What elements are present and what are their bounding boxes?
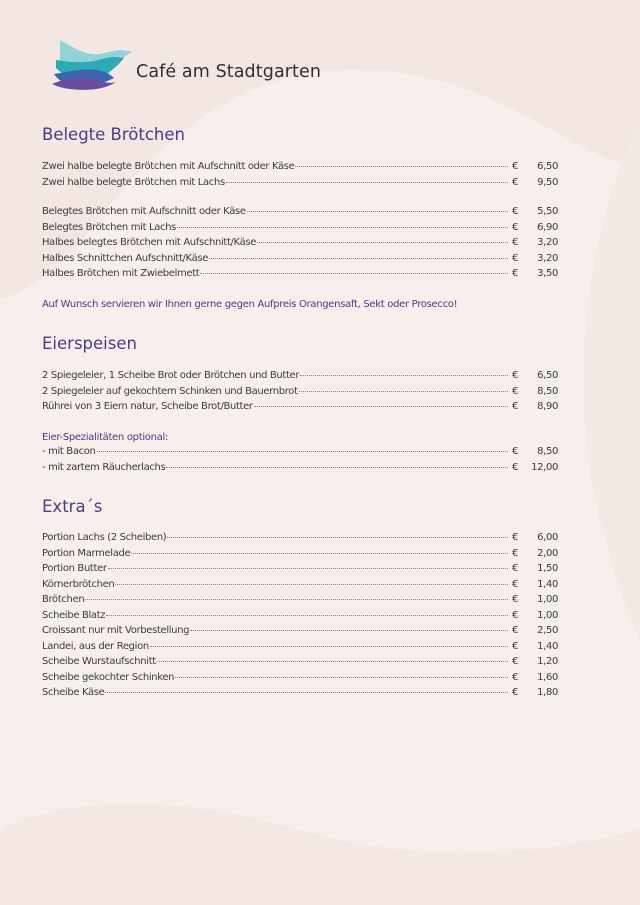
currency-symbol: € (512, 206, 519, 217)
broetchen-list-1 (42, 161, 558, 192)
currency-symbol: € (512, 671, 519, 683)
leader-dots (167, 537, 508, 538)
leader-dots (157, 661, 508, 662)
broetchen-list-2 (42, 206, 558, 284)
currency-symbol: € (512, 578, 519, 590)
currency-symbol: € (512, 252, 519, 264)
menu-item (42, 563, 558, 579)
menu-item-name: Belegtes Brötchen mit Lachs (42, 221, 176, 233)
eier-list (42, 370, 558, 417)
menu-item-name: Halbes belegtes Brötchen mit Aufschnitt/Käse (42, 237, 257, 248)
menu-item-price: 8,90 (537, 401, 558, 412)
leader-dots (200, 273, 508, 274)
menu-item-name: Scheibe Wurstaufschnitt (42, 656, 156, 667)
menu-item-price: 1,80 (537, 687, 558, 698)
leader-dots (295, 166, 508, 167)
leader-dots (177, 227, 508, 228)
menu-item (42, 532, 558, 548)
currency-symbol: € (512, 385, 519, 397)
menu-item-price: 8,50 (537, 446, 558, 457)
currency-symbol: € (512, 547, 519, 559)
leader-dots (254, 406, 508, 407)
brand-name: Café am Stadtgarten (136, 62, 322, 82)
section-title-broetchen: Belegte Brötchen (42, 125, 185, 144)
menu-item (42, 177, 558, 193)
menu-item (42, 462, 558, 478)
currency-symbol: € (512, 401, 519, 412)
leader-dots (300, 375, 508, 376)
menu-item-price: 3,20 (537, 252, 558, 264)
section-title-extras: Extra´s (42, 497, 103, 516)
leader-dots (226, 182, 508, 183)
leader-dots (190, 630, 508, 631)
menu-item-price: 2,50 (537, 625, 558, 636)
menu-item-price: 3,50 (537, 268, 558, 279)
menu-item-name: Brötchen (42, 594, 85, 605)
leader-dots (257, 242, 508, 243)
menu-item-price: 6,00 (537, 532, 558, 543)
menu-item-name: Landei, aus der Region (42, 640, 149, 652)
menu-item-price: 6,50 (537, 161, 558, 172)
menu-item (42, 161, 558, 177)
menu-item (42, 268, 558, 284)
menu-item-price: 8,50 (537, 385, 558, 397)
leader-dots (115, 584, 508, 585)
currency-symbol: € (512, 563, 519, 574)
menu-item (42, 206, 558, 222)
menu-item (42, 386, 558, 402)
currency-symbol: € (512, 609, 519, 621)
menu-item (42, 579, 558, 595)
menu-item (42, 625, 558, 641)
eier-specials-list (42, 446, 558, 477)
menu-item-price: 3,20 (537, 237, 558, 248)
currency-symbol: € (512, 461, 519, 473)
leader-dots (85, 599, 508, 600)
leader-dots (175, 677, 508, 678)
menu-item-name: Scheibe gekochter Schinken (42, 671, 175, 683)
menu-item (42, 594, 558, 610)
leader-dots (97, 451, 509, 452)
menu-item (42, 253, 558, 269)
menu-item-name: - mit Bacon (42, 446, 96, 457)
menu-item-price: 2,00 (537, 547, 558, 559)
currency-symbol: € (512, 370, 519, 381)
menu-item-price: 6,90 (537, 221, 558, 233)
menu-item-price: 9,50 (537, 176, 558, 188)
menu-item-price: 1,40 (537, 578, 558, 590)
currency-symbol: € (512, 268, 519, 279)
leader-dots (150, 646, 508, 647)
currency-symbol: € (512, 532, 519, 543)
menu-item-name: 2 Spiegeleier auf gekochtem Schinken und Bauernbrot (42, 385, 298, 397)
currency-symbol: € (512, 237, 519, 248)
menu-item-name: Zwei halbe belegte Brötchen mit Lachs (42, 176, 225, 188)
menu-item-name: Scheibe Käse (42, 687, 105, 698)
menu-item (42, 370, 558, 386)
leader-dots (106, 615, 508, 616)
leader-dots (108, 568, 508, 569)
menu-item (42, 401, 558, 417)
leader-dots (299, 391, 508, 392)
menu-item-price: 6,50 (537, 370, 558, 381)
broetchen-note: Auf Wunsch servieren wir Ihnen gerne gegen Aufpreis Orangensaft, Sekt oder Prosecco! (42, 299, 458, 310)
menu-item (42, 237, 558, 253)
menu-item-price: 5,50 (537, 206, 558, 217)
currency-symbol: € (512, 594, 519, 605)
eier-special-title: Eier-Spezialitäten optional: (42, 432, 169, 443)
menu-item (42, 610, 558, 626)
menu-item-name: Croissant nur mit Vorbestellung (42, 625, 190, 636)
currency-symbol: € (512, 176, 519, 188)
leader-dots (166, 467, 508, 468)
menu-item-name: Scheibe Blatz (42, 609, 106, 621)
menu-item-name: Halbes Schnittchen Aufschnitt/Käse (42, 252, 209, 264)
menu-item (42, 656, 558, 672)
menu-item (42, 641, 558, 657)
menu-item-price: 1,50 (537, 563, 558, 574)
menu-item (42, 548, 558, 564)
menu-item-name: Zwei halbe belegte Brötchen mit Aufschnitt oder Käse (42, 161, 295, 172)
currency-symbol: € (512, 640, 519, 652)
leader-dots (131, 553, 508, 554)
menu-item-price: 12,00 (531, 461, 558, 473)
menu-item (42, 687, 558, 703)
extras-list (42, 532, 558, 703)
menu-item-name: Portion Marmelade (42, 547, 131, 559)
bird-wave-logo-icon (52, 38, 134, 90)
menu-item-name: - mit zartem Räucherlachs (42, 461, 166, 473)
menu-item-name: Rührei von 3 Eiern natur, Scheibe Brot/Butter (42, 401, 253, 412)
menu-item-name: Halbes Brötchen mit Zwiebelmett (42, 268, 200, 279)
section-title-eier: Eierspeisen (42, 334, 137, 353)
currency-symbol: € (512, 656, 519, 667)
menu-item-price: 1,60 (537, 671, 558, 683)
menu-item (42, 222, 558, 238)
currency-symbol: € (512, 161, 519, 172)
menu-item-price: 1,20 (537, 656, 558, 667)
menu-item-name: Körnerbrötchen (42, 578, 115, 590)
menu-item-price: 1,40 (537, 640, 558, 652)
menu-item (42, 446, 558, 462)
currency-symbol: € (512, 446, 519, 457)
menu-item-price: 1,00 (537, 594, 558, 605)
menu-item (42, 672, 558, 688)
leader-dots (247, 211, 508, 212)
menu-item-name: Portion Lachs (2 Scheiben) (42, 532, 167, 543)
menu-item-name: Portion Butter (42, 563, 107, 574)
currency-symbol: € (512, 221, 519, 233)
leader-dots (209, 258, 508, 259)
menu-item-name: Belegtes Brötchen mit Aufschnitt oder Käse (42, 206, 246, 217)
menu-item-name: 2 Spiegeleier, 1 Scheibe Brot oder Brötchen und Butter (42, 370, 300, 381)
currency-symbol: € (512, 625, 519, 636)
leader-dots (105, 692, 508, 693)
currency-symbol: € (512, 687, 519, 698)
menu-item-price: 1,00 (537, 609, 558, 621)
